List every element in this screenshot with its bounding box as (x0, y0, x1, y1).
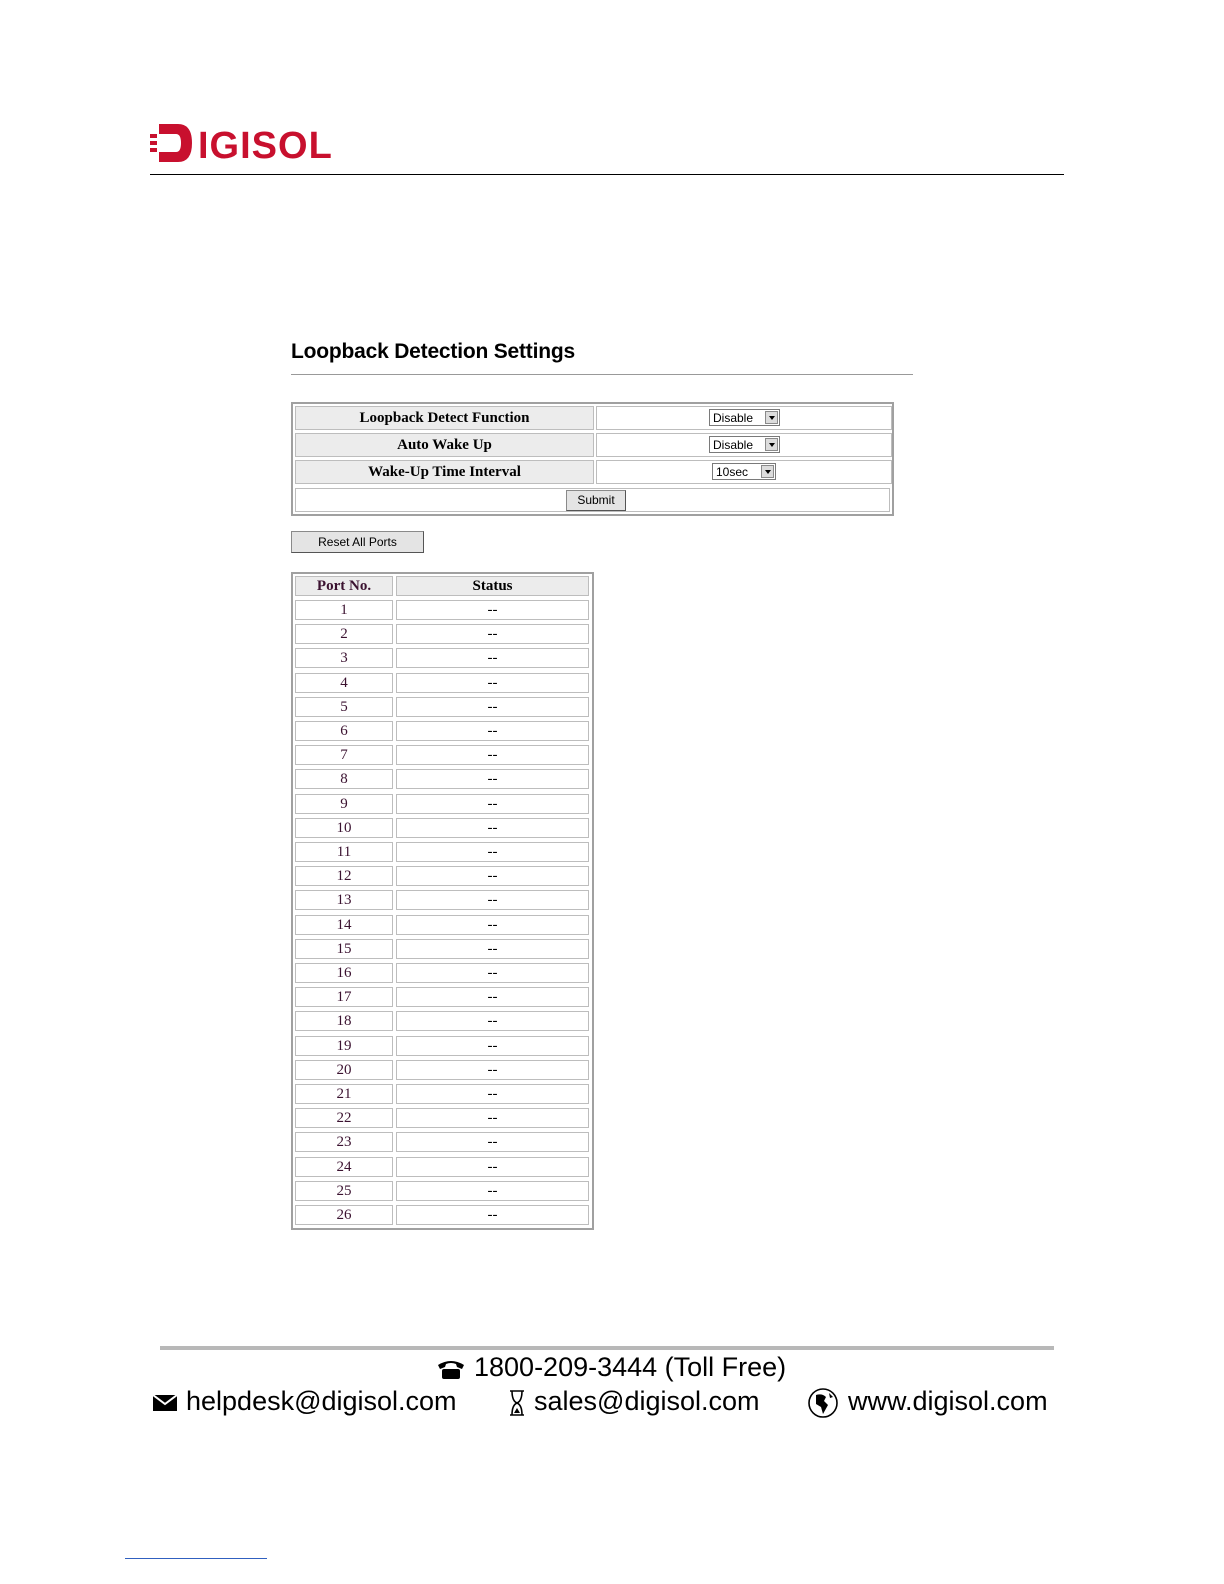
port-status-cell: -- (396, 866, 589, 886)
port-status-cell: -- (396, 600, 589, 620)
port-number-cell: 1 (295, 600, 393, 620)
footer-divider (160, 1346, 1054, 1350)
port-number-cell: 24 (295, 1157, 393, 1177)
wake-up-interval-select[interactable] (712, 463, 776, 480)
select-value: Disable (713, 438, 754, 452)
title-divider (291, 374, 913, 375)
port-number-cell: 17 (295, 987, 393, 1007)
auto-wake-up-select[interactable] (709, 436, 780, 453)
submit-button[interactable]: Submit (566, 490, 626, 511)
submit-row (295, 488, 890, 512)
column-header-status: Status (396, 576, 589, 596)
port-status-cell: -- (396, 624, 589, 644)
port-status-cell: -- (396, 1084, 589, 1104)
port-number-cell: 26 (295, 1205, 393, 1225)
port-status-cell: -- (396, 818, 589, 838)
port-number-cell: 23 (295, 1132, 393, 1152)
port-number-cell: 13 (295, 890, 393, 910)
port-status-cell: -- (396, 1108, 589, 1128)
chevron-down-icon (765, 411, 778, 424)
port-number-cell: 6 (295, 721, 393, 741)
port-number-cell: 18 (295, 1011, 393, 1031)
port-number-cell: 5 (295, 697, 393, 717)
port-status-cell: -- (396, 1181, 589, 1201)
loopback-detect-select[interactable] (709, 409, 780, 426)
column-header-port: Port No. (295, 576, 393, 596)
port-status-cell: -- (396, 939, 589, 959)
chevron-down-icon (761, 465, 774, 478)
port-number-cell: 16 (295, 963, 393, 983)
port-number-cell: 14 (295, 915, 393, 935)
port-status-table (291, 572, 594, 1230)
port-status-cell: -- (396, 915, 589, 935)
port-status-cell: -- (396, 648, 589, 668)
port-status-cell: -- (396, 987, 589, 1007)
footer-email (152, 1386, 457, 1417)
port-number-cell: 11 (295, 842, 393, 862)
port-status-cell: -- (396, 721, 589, 741)
telephone-icon (436, 1357, 466, 1381)
port-number-cell: 2 (295, 624, 393, 644)
footer-phone (436, 1352, 786, 1383)
port-number-cell: 25 (295, 1181, 393, 1201)
port-status-cell: -- (396, 1036, 589, 1056)
header-divider (150, 174, 1064, 175)
select-value: Disable (713, 411, 754, 425)
email-text: helpdesk@digisol.com (186, 1386, 457, 1416)
loopback-settings-table (291, 402, 894, 516)
port-status-cell: -- (396, 745, 589, 765)
port-number-cell: 15 (295, 939, 393, 959)
port-status-cell: -- (396, 1205, 589, 1225)
page-title: Loopback Detection Settings (291, 340, 575, 363)
port-number-cell: 12 (295, 866, 393, 886)
globe-icon (806, 1387, 840, 1419)
port-status-cell: -- (396, 794, 589, 814)
setting-label: Wake-Up Time Interval (295, 460, 594, 484)
port-status-cell: -- (396, 842, 589, 862)
port-status-cell: -- (396, 890, 589, 910)
footer-sales (508, 1386, 760, 1417)
envelope-icon (152, 1393, 178, 1413)
port-status-cell: -- (396, 1011, 589, 1031)
select-value: 10sec (716, 465, 749, 479)
digisol-logo (150, 122, 390, 164)
port-number-cell: 10 (295, 818, 393, 838)
svg-text:IGISOL: IGISOL (198, 125, 333, 164)
port-number-cell: 20 (295, 1060, 393, 1080)
port-status-cell: -- (396, 963, 589, 983)
port-number-cell: 7 (295, 745, 393, 765)
port-status-cell: -- (396, 697, 589, 717)
port-number-cell: 4 (295, 673, 393, 693)
setting-value-cell (596, 460, 892, 484)
chevron-down-icon (765, 438, 778, 451)
phone-text: 1800-209-3444 (Toll Free) (474, 1352, 787, 1382)
setting-value-cell (596, 406, 892, 430)
footer-website (806, 1386, 1048, 1419)
bottom-link-rule (125, 1558, 267, 1559)
port-number-cell: 21 (295, 1084, 393, 1104)
setting-value-cell (596, 433, 892, 457)
port-status-cell: -- (396, 1060, 589, 1080)
port-number-cell: 19 (295, 1036, 393, 1056)
port-status-cell: -- (396, 673, 589, 693)
hourglass-icon (508, 1389, 526, 1417)
setting-label: Loopback Detect Function (295, 406, 594, 430)
port-number-cell: 22 (295, 1108, 393, 1128)
setting-label: Auto Wake Up (295, 433, 594, 457)
port-number-cell: 3 (295, 648, 393, 668)
sales-text: sales@digisol.com (534, 1386, 760, 1416)
port-number-cell: 9 (295, 794, 393, 814)
website-text: www.digisol.com (848, 1386, 1048, 1416)
port-status-cell: -- (396, 1132, 589, 1152)
port-status-cell: -- (396, 1157, 589, 1177)
port-status-cell: -- (396, 769, 589, 789)
port-number-cell: 8 (295, 769, 393, 789)
reset-all-ports-button[interactable]: Reset All Ports (291, 531, 424, 553)
